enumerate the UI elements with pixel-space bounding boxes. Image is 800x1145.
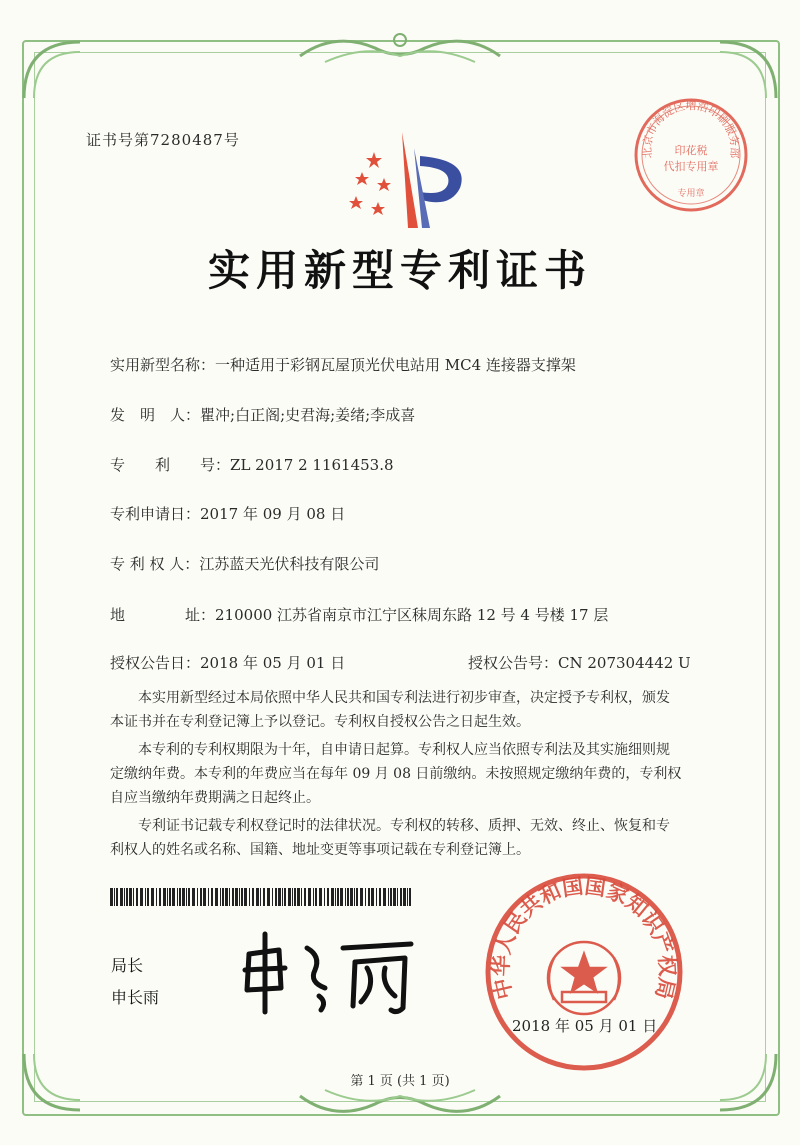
small-seal-center-line: 印花税	[674, 144, 708, 157]
barcode-bar	[110, 888, 113, 906]
certificate-number: 证书号第7280487号	[86, 131, 240, 149]
barcode-bar	[263, 888, 265, 906]
paragraph-line: 利权人的姓名或名称、国籍、地址变更等事项记载在专利登记簿上。	[110, 842, 530, 858]
barcode-bar	[145, 888, 146, 906]
barcode-bar	[313, 888, 314, 906]
barcode-bar	[272, 888, 273, 906]
barcode-bar	[179, 888, 181, 906]
barcode-bar	[379, 888, 381, 906]
barcode-bar	[337, 888, 339, 906]
barcode-bar	[120, 888, 123, 906]
barcode-bar	[159, 888, 161, 906]
barcode	[110, 888, 414, 906]
barcode-bar	[275, 888, 277, 906]
barcode-bar	[319, 888, 322, 906]
barcode-bar	[350, 888, 353, 906]
barcode-bar	[114, 888, 115, 906]
barcode-bar	[140, 888, 143, 906]
barcode-bar	[129, 888, 132, 906]
paragraph-line: 本实用新型经过本局依照中华人民共和国专利法进行初步审查，决定授予专利权，颁发	[138, 690, 670, 706]
barcode-bar	[368, 888, 370, 906]
barcode-bar	[304, 888, 306, 906]
signatory-title: 局长	[111, 956, 144, 975]
barcode-bar	[239, 888, 240, 906]
field-patentee: 专 利 权 人：江苏蓝天光伏科技有限公司	[110, 555, 380, 573]
field-announcement-date: 授权公告日：2018 年 05 月 01 日	[110, 654, 346, 672]
barcode-bar	[409, 888, 411, 906]
barcode-bar	[172, 888, 175, 906]
barcode-bar	[340, 888, 343, 906]
barcode-bar	[345, 888, 346, 906]
barcode-bar	[327, 888, 329, 906]
corner-ornament	[20, 38, 90, 108]
barcode-bar	[383, 888, 386, 906]
field-announcement-number: 授权公告号：CN 207304442 U	[468, 654, 691, 672]
barcode-bar	[292, 888, 293, 906]
page-number: 第 1 页 (共 1 页)	[350, 1074, 450, 1089]
national-ip-office-seal	[484, 872, 684, 1072]
barcode-bar	[267, 888, 270, 906]
barcode-bar	[182, 888, 185, 906]
barcode-bar	[371, 888, 374, 906]
barcode-bar	[124, 888, 125, 906]
barcode-bar	[147, 888, 149, 906]
barcode-bar	[203, 888, 206, 906]
barcode-bar	[393, 888, 396, 906]
barcode-bar	[225, 888, 228, 906]
barcode-bar	[244, 888, 247, 906]
paragraph-line: 专利证书记载专利权登记时的法律状况。专利权的转移、质押、无效、终止、恢复和专	[138, 818, 670, 834]
small-seal-center-line: 代扣专用章	[663, 160, 719, 173]
barcode-bar	[294, 888, 296, 906]
barcode-bar	[301, 888, 302, 906]
handwritten-signature	[235, 926, 420, 1018]
barcode-bar	[347, 888, 349, 906]
seal-text: 中华人民共和国国家知识产权局	[488, 874, 680, 1002]
svg-text:专用章: 专用章	[677, 189, 705, 199]
barcode-bar	[169, 888, 171, 906]
barcode-bar	[390, 888, 392, 906]
patent-office-logo	[338, 128, 468, 236]
barcode-bar	[222, 888, 224, 906]
barcode-bar	[133, 888, 134, 906]
field-address: 地 址：210000 江苏省南京市江宁区秣周东路 12 号 4 号楼 17 层	[110, 606, 609, 624]
barcode-bar	[335, 888, 336, 906]
barcode-bar	[249, 888, 250, 906]
field-utility-model-name: 实用新型名称：一种适用于彩钢瓦屋顶光伏电站用 MC4 连接器支撑架	[110, 356, 576, 374]
barcode-bar	[308, 888, 311, 906]
barcode-bar	[297, 888, 300, 906]
barcode-bar	[167, 888, 168, 906]
field-application-date: 专利申请日：2017 年 09 月 08 日	[110, 505, 346, 523]
barcode-bar	[229, 888, 230, 906]
barcode-bar	[400, 888, 402, 906]
barcode-bar	[163, 888, 166, 906]
certificate-title: 实用新型专利证书	[207, 246, 592, 295]
barcode-bar	[260, 888, 261, 906]
barcode-bar	[284, 888, 286, 906]
small-seal-text: 北京市海淀区增浩印刷服务部	[640, 99, 742, 159]
tax-stamp-seal	[632, 96, 750, 214]
barcode-bar	[192, 888, 195, 906]
seal-date: 2018 年 05 月 01 日	[512, 1017, 658, 1035]
barcode-bar	[126, 888, 128, 906]
barcode-bar	[388, 888, 389, 906]
barcode-bar	[278, 888, 281, 906]
barcode-bar	[282, 888, 283, 906]
barcode-bar	[365, 888, 366, 906]
paragraph-line: 自应当缴纳年费期满之日起终止。	[110, 790, 320, 806]
barcode-bar	[397, 888, 398, 906]
barcode-bar	[188, 888, 190, 906]
paragraph-line: 本证书并在专利登记簿上予以登记。专利权自授权公告之日起生效。	[110, 714, 530, 730]
paragraph-line: 定缴纳年费。本专利的年费应当在每年 09 月 08 日前缴纳。未按照规定缴纳年费的，专利权	[110, 766, 682, 782]
barcode-bar	[241, 888, 243, 906]
signatory-name: 申长雨	[111, 988, 160, 1007]
barcode-bar	[331, 888, 334, 906]
barcode-bar	[376, 888, 377, 906]
barcode-bar	[211, 888, 213, 906]
barcode-bar	[407, 888, 408, 906]
field-patent-number: 专 利 号：ZL 2017 2 1161453.8	[110, 456, 394, 474]
barcode-bar	[151, 888, 154, 906]
barcode-bar	[136, 888, 138, 906]
barcode-bar	[186, 888, 187, 906]
barcode-bar	[116, 888, 118, 906]
barcode-bar	[232, 888, 234, 906]
barcode-bar	[288, 888, 291, 906]
barcode-bar	[256, 888, 259, 906]
top-ornament	[295, 26, 505, 70]
paragraph-line: 本专利的专利权期限为十年，自申请日起算。专利权人应当依照专利法及其实施细则规	[138, 742, 670, 758]
barcode-bar	[354, 888, 355, 906]
barcode-bar	[315, 888, 317, 906]
barcode-bar	[252, 888, 254, 906]
barcode-bar	[156, 888, 157, 906]
barcode-bar	[360, 888, 363, 906]
barcode-bar	[403, 888, 406, 906]
barcode-bar	[324, 888, 325, 906]
barcode-bar	[356, 888, 358, 906]
barcode-bar	[208, 888, 209, 906]
barcode-bar	[177, 888, 178, 906]
barcode-bar	[220, 888, 221, 906]
barcode-bar	[235, 888, 238, 906]
barcode-bar	[215, 888, 218, 906]
field-inventors: 发 明 人：瞿冲;白正阁;史君海;姜绪;李成喜	[110, 406, 416, 424]
barcode-bar	[200, 888, 202, 906]
barcode-bar	[197, 888, 198, 906]
